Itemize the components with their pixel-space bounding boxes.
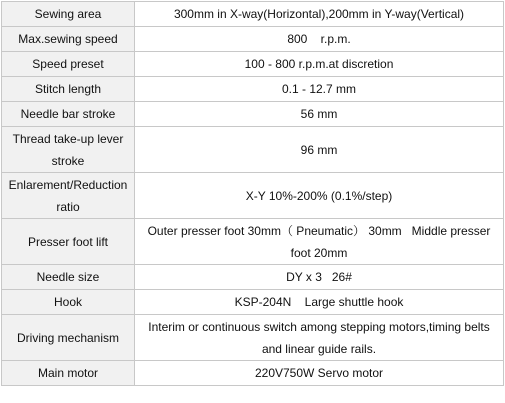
spec-value: 300mm in X-way(Horizontal),200mm in Y-way(Vertical) <box>135 2 504 27</box>
spec-row <box>2 290 504 315</box>
spec-value: KSP-204N Large shuttle hook <box>135 290 504 315</box>
spec-value: 800 r.p.m. <box>135 27 504 52</box>
spec-row <box>2 127 504 173</box>
spec-value: Interim or continuous switch among stepping motors,timing belts and linear guide rails. <box>135 315 504 361</box>
spec-label: Max.sewing speed <box>2 27 135 52</box>
spec-row <box>2 173 504 219</box>
spec-value: 96 mm <box>135 127 504 173</box>
spec-label: Sewing area <box>2 2 135 27</box>
spec-row <box>2 27 504 52</box>
spec-row <box>2 2 504 27</box>
spec-label: Stitch length <box>2 77 135 102</box>
spec-value: X-Y 10%-200% (0.1%/step) <box>135 173 504 219</box>
spec-label: Needle size <box>2 265 135 290</box>
spec-label: Driving mechanism <box>2 315 135 361</box>
spec-label: Thread take-up lever stroke <box>2 127 135 173</box>
spec-label: Enlarement/Reduction ratio <box>2 173 135 219</box>
spec-value: 100 - 800 r.p.m.at discretion <box>135 52 504 77</box>
spec-table <box>1 1 504 386</box>
spec-value: Outer presser foot 30mm（ Pneumatic） 30mm Middle presser foot 20mm <box>135 219 504 265</box>
spec-row <box>2 361 504 386</box>
spec-value: 0.1 - 12.7 mm <box>135 77 504 102</box>
spec-row <box>2 219 504 265</box>
spec-label: Needle bar stroke <box>2 102 135 127</box>
spec-label: Main motor <box>2 361 135 386</box>
spec-value: DY x 3 26# <box>135 265 504 290</box>
spec-row <box>2 315 504 361</box>
spec-row <box>2 52 504 77</box>
spec-row <box>2 265 504 290</box>
spec-label: Hook <box>2 290 135 315</box>
spec-row <box>2 102 504 127</box>
spec-row <box>2 77 504 102</box>
spec-value: 56 mm <box>135 102 504 127</box>
spec-value: 220V750W Servo motor <box>135 361 504 386</box>
spec-label: Presser foot lift <box>2 219 135 265</box>
spec-label: Speed preset <box>2 52 135 77</box>
spec-table-body <box>2 2 504 386</box>
